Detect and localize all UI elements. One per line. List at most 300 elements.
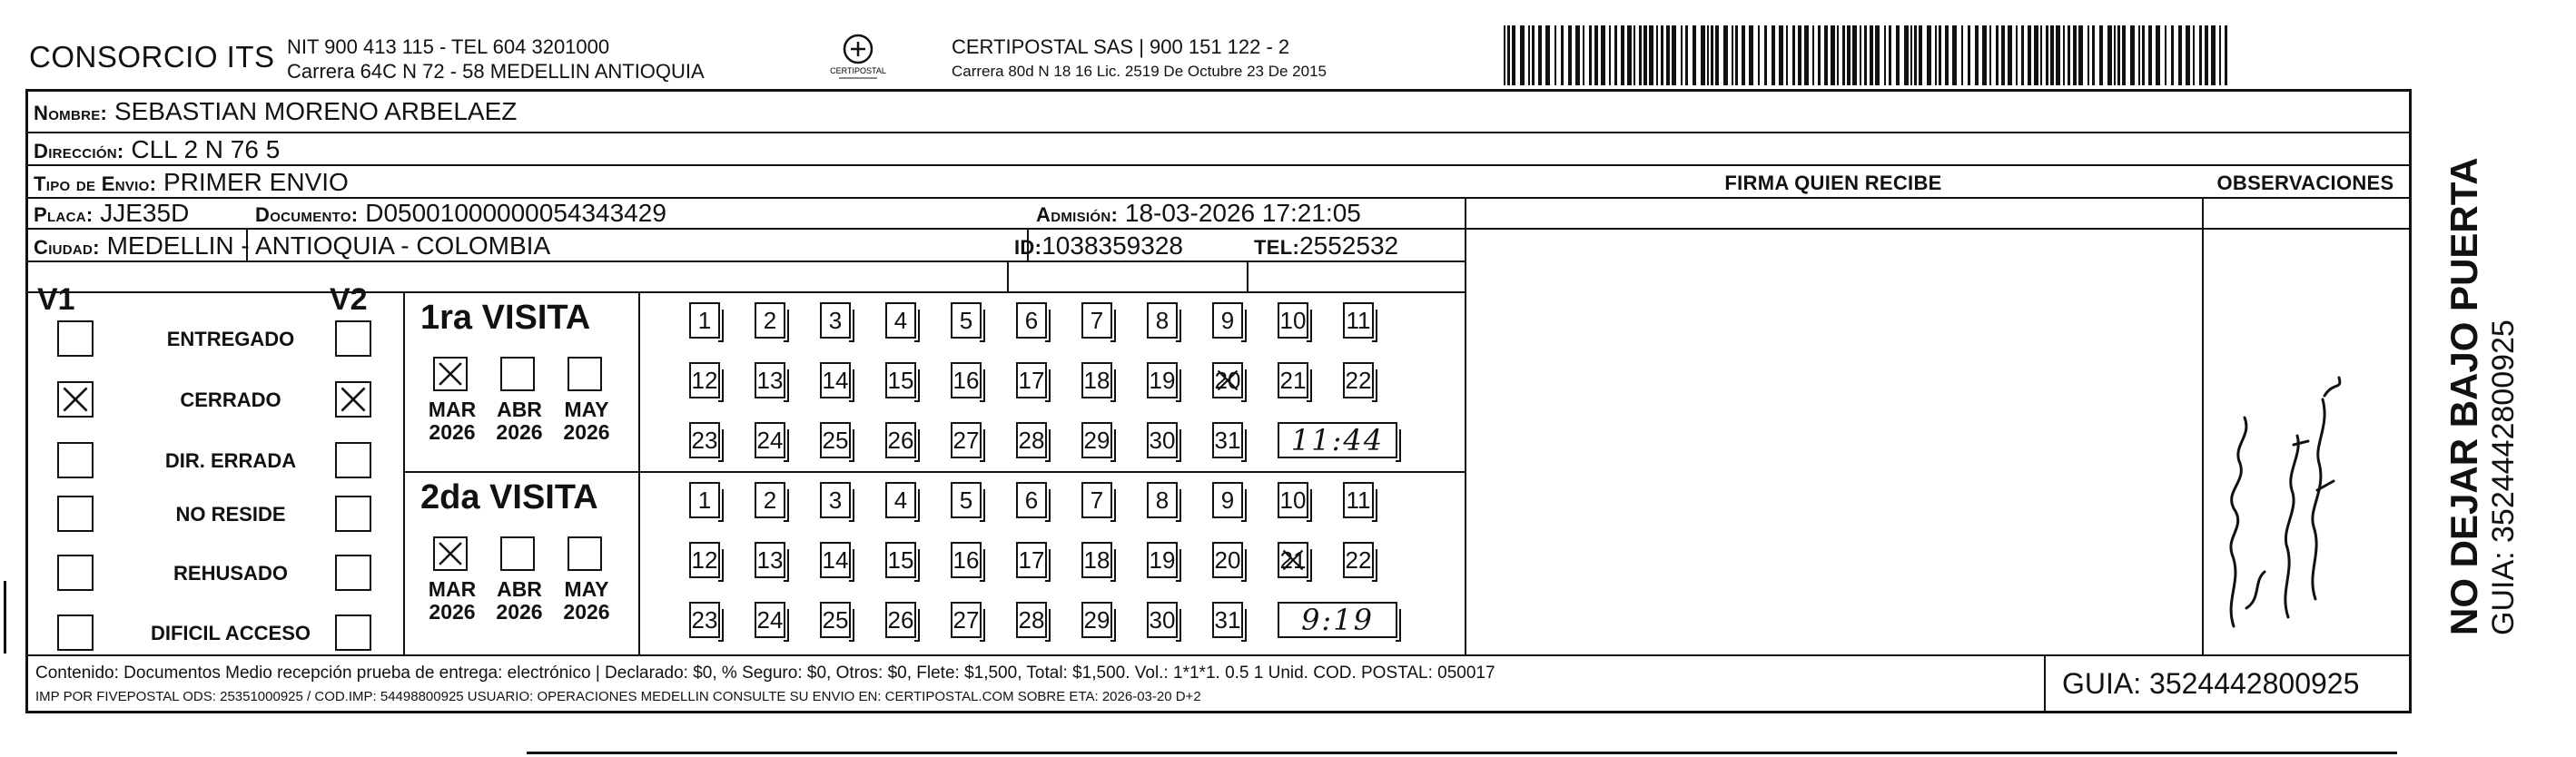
admision-value: 18-03-2026 17:21:05 bbox=[1124, 199, 1361, 227]
day-number: 25 bbox=[822, 606, 849, 634]
barcode-bar bbox=[2142, 25, 2145, 85]
delivery-form bbox=[25, 89, 2412, 713]
day-number: 17 bbox=[1018, 367, 1045, 394]
visit-title: 1ra VISITA bbox=[420, 299, 591, 337]
day-number: 20 bbox=[1214, 367, 1241, 394]
tipo-value: PRIMER ENVIO bbox=[163, 168, 349, 196]
day-number: 5 bbox=[959, 307, 973, 334]
id-field bbox=[1014, 231, 1183, 261]
barcode-bar bbox=[2171, 25, 2174, 85]
day-box[interactable] bbox=[1147, 362, 1178, 398]
day-box[interactable] bbox=[1212, 602, 1243, 638]
id-label: ID: bbox=[1014, 236, 1042, 259]
certipostal-logo-icon bbox=[830, 31, 886, 84]
day-box[interactable] bbox=[820, 602, 851, 638]
barcode-bar bbox=[2068, 25, 2070, 85]
courier-address: Carrera 80d N 18 16 Lic. 2519 De Octubre 23 De 2015 bbox=[952, 63, 1327, 80]
barcode-bar bbox=[1609, 25, 1611, 85]
day-box[interactable] bbox=[755, 482, 785, 518]
admision-field bbox=[1036, 199, 1361, 228]
barcode-bar bbox=[1672, 25, 1676, 85]
month-year: 2026 bbox=[563, 600, 610, 624]
nombre-value: SEBASTIAN MORENO ARBELAEZ bbox=[114, 97, 518, 125]
barcode-bar bbox=[1504, 25, 1505, 85]
barcode-bar bbox=[1532, 25, 1535, 85]
barcode-bar bbox=[1601, 25, 1605, 85]
day-box[interactable] bbox=[1147, 542, 1178, 578]
barcode-bar bbox=[2016, 25, 2018, 85]
v1-checkbox[interactable] bbox=[57, 555, 94, 591]
v2-checkbox[interactable] bbox=[335, 320, 371, 357]
barcode-bar bbox=[2156, 25, 2160, 85]
day-box[interactable] bbox=[820, 542, 851, 578]
day-box[interactable] bbox=[885, 302, 916, 339]
day-box[interactable] bbox=[1343, 482, 1374, 518]
v1-checkbox[interactable] bbox=[57, 442, 94, 478]
month-checkbox[interactable] bbox=[433, 357, 468, 391]
nombre-field bbox=[34, 97, 517, 126]
day-number: 21 bbox=[1279, 367, 1307, 394]
barcode-bar bbox=[1666, 25, 1670, 85]
day-number: 7 bbox=[1090, 307, 1104, 334]
day-box[interactable] bbox=[1212, 362, 1243, 398]
day-number: 15 bbox=[887, 546, 914, 574]
barcode-bar bbox=[2205, 25, 2208, 85]
day-number: 16 bbox=[952, 546, 980, 574]
month-checkbox[interactable] bbox=[568, 536, 602, 571]
day-number: 22 bbox=[1345, 367, 1372, 394]
day-box[interactable] bbox=[951, 302, 982, 339]
v1-checkbox[interactable] bbox=[57, 496, 94, 532]
day-number: 22 bbox=[1345, 546, 1372, 574]
barcode-bar bbox=[2130, 25, 2135, 85]
ciudad-label: Ciudad: bbox=[34, 236, 100, 259]
day-number: 15 bbox=[887, 367, 914, 394]
barcode-bar bbox=[1889, 25, 1891, 85]
barcode-bar bbox=[1758, 25, 1760, 85]
day-box[interactable] bbox=[1212, 482, 1243, 518]
day-number: 25 bbox=[822, 427, 849, 454]
day-number: 4 bbox=[893, 487, 908, 514]
day-box[interactable] bbox=[1081, 302, 1112, 339]
barcode-bar bbox=[1614, 25, 1617, 85]
day-number: 31 bbox=[1214, 427, 1241, 454]
barcode-bar bbox=[1792, 25, 1795, 85]
month-label bbox=[424, 398, 480, 444]
barcode-bar bbox=[1847, 25, 1851, 85]
day-box[interactable] bbox=[1147, 302, 1178, 339]
barcode-bar bbox=[2008, 25, 2012, 85]
contenido-line: Contenido: Documentos Medio recepción prueba de entrega: electrónico | Declarado: $0, % Seguro: $0, Otros: $0, Flete: $1,500, Total: $1,500. Vol.: 1*1*1. 0.5 1 Unid. COD. POSTAL: 050017 bbox=[35, 664, 1495, 683]
barcode bbox=[1504, 25, 2230, 85]
barcode-bar bbox=[1732, 25, 1733, 85]
barcode-bar bbox=[1975, 25, 1979, 85]
direccion-field bbox=[34, 135, 280, 164]
observation-handwriting bbox=[2206, 309, 2388, 654]
day-box[interactable] bbox=[1016, 422, 1047, 458]
barcode-bar bbox=[1837, 25, 1839, 85]
month-checkbox[interactable] bbox=[500, 357, 535, 391]
v1-checkbox[interactable] bbox=[57, 320, 94, 357]
v1-checkbox[interactable] bbox=[57, 381, 94, 418]
day-box[interactable] bbox=[1081, 542, 1112, 578]
tel-value: 2552532 bbox=[1299, 231, 1399, 260]
status-label: NO RESIDE bbox=[175, 503, 286, 526]
day-box[interactable] bbox=[1343, 302, 1374, 339]
month-name: MAY bbox=[564, 398, 609, 421]
day-box[interactable] bbox=[1212, 422, 1243, 458]
day-box[interactable] bbox=[689, 302, 720, 339]
status-label: DIR. ERRADA bbox=[164, 449, 297, 472]
barcode-bar bbox=[1786, 25, 1788, 85]
barcode-bar bbox=[1520, 25, 1525, 85]
barcode-bar bbox=[2107, 25, 2112, 85]
barcode-bar bbox=[1860, 25, 1861, 85]
day-number: 13 bbox=[756, 546, 784, 574]
day-box[interactable] bbox=[1016, 542, 1047, 578]
status-label: REHUSADO bbox=[173, 562, 288, 585]
day-box[interactable] bbox=[1147, 482, 1178, 518]
month-name: ABR bbox=[497, 398, 542, 421]
barcode-bar bbox=[1693, 25, 1696, 85]
barcode-bar bbox=[1661, 25, 1663, 85]
day-number: 13 bbox=[756, 367, 784, 394]
barcode-bar bbox=[1561, 25, 1564, 85]
day-number: 30 bbox=[1149, 606, 1176, 634]
v1-checkbox[interactable] bbox=[57, 614, 94, 651]
day-number: 9 bbox=[1220, 307, 1235, 334]
barcode-bar bbox=[1818, 25, 1821, 85]
barcode-bar bbox=[2225, 25, 2227, 85]
barcode-bar bbox=[1639, 25, 1642, 85]
day-box[interactable] bbox=[1278, 362, 1308, 398]
day-box[interactable] bbox=[885, 482, 916, 518]
barcode-bar bbox=[1864, 25, 1867, 85]
day-number: 14 bbox=[822, 367, 849, 394]
company-address: Carrera 64C N 72 - 58 MEDELLIN ANTIOQUIA bbox=[287, 60, 705, 83]
day-box[interactable] bbox=[951, 602, 982, 638]
day-number: 20 bbox=[1214, 546, 1241, 574]
day-number: 1 bbox=[697, 487, 712, 514]
barcode-bar bbox=[1804, 25, 1809, 85]
status-label: DIFICIL ACCESO bbox=[150, 622, 311, 644]
ciudad-field bbox=[34, 231, 550, 261]
barcode-bar bbox=[1779, 25, 1783, 85]
barcode-bar bbox=[2063, 25, 2065, 85]
day-number: 12 bbox=[691, 546, 718, 574]
visit-time: 11:44 bbox=[1278, 422, 1397, 458]
tel-label: TEL: bbox=[1254, 236, 1300, 259]
barcode-bar bbox=[1528, 25, 1530, 85]
barcode-bar bbox=[1735, 25, 1738, 85]
day-number: 24 bbox=[756, 427, 784, 454]
barcode-bar bbox=[1545, 25, 1550, 85]
ciudad-value: MEDELLIN - ANTIOQUIA - COLOMBIA bbox=[106, 231, 551, 260]
barcode-bar bbox=[2148, 25, 2152, 85]
day-number: 27 bbox=[952, 427, 980, 454]
barcode-bar bbox=[1583, 25, 1584, 85]
barcode-bar bbox=[1798, 25, 1801, 85]
day-number: 7 bbox=[1090, 487, 1104, 514]
barcode-bar bbox=[2165, 25, 2166, 85]
day-box[interactable] bbox=[689, 422, 720, 458]
placa-value: JJE35D bbox=[100, 199, 190, 227]
courier-info bbox=[952, 34, 1327, 84]
day-box[interactable] bbox=[951, 542, 982, 578]
barcode-bar bbox=[1914, 25, 1917, 85]
day-box[interactable] bbox=[885, 602, 916, 638]
day-number: 4 bbox=[893, 307, 908, 334]
day-box[interactable] bbox=[885, 362, 916, 398]
day-box[interactable] bbox=[820, 302, 851, 339]
logo-text: CERTIPOSTAL bbox=[830, 66, 886, 75]
barcode-bar bbox=[1554, 25, 1556, 85]
day-number: 28 bbox=[1018, 427, 1045, 454]
guia-footer: GUIA: 3524442800925 bbox=[2062, 667, 2360, 700]
documento-label: Documento: bbox=[255, 203, 359, 226]
barcode-bar bbox=[1939, 25, 1941, 85]
barcode-bar bbox=[1512, 25, 1515, 85]
tipo-label: Tipo de Envio: bbox=[34, 172, 157, 195]
month-label bbox=[558, 398, 615, 444]
day-box[interactable] bbox=[820, 422, 851, 458]
barcode-bar bbox=[1715, 25, 1719, 85]
barcode-bar bbox=[1568, 25, 1572, 85]
day-number: 29 bbox=[1083, 606, 1110, 634]
barcode-bar bbox=[2138, 25, 2140, 85]
day-box[interactable] bbox=[1016, 482, 1047, 518]
placa-label: Placa: bbox=[34, 203, 94, 226]
barcode-bar bbox=[1870, 25, 1873, 85]
month-label bbox=[491, 578, 548, 624]
day-number: 2 bbox=[763, 307, 777, 334]
barcode-bar bbox=[2092, 25, 2095, 85]
admision-label: Admisión: bbox=[1036, 203, 1119, 226]
day-number: 23 bbox=[691, 427, 718, 454]
barcode-bar bbox=[1824, 25, 1828, 85]
day-box[interactable] bbox=[689, 482, 720, 518]
visit-title: 2da VISITA bbox=[420, 478, 598, 516]
day-box[interactable] bbox=[1016, 362, 1047, 398]
v2-checkbox[interactable] bbox=[335, 381, 371, 418]
day-box[interactable] bbox=[755, 302, 785, 339]
day-box[interactable] bbox=[755, 542, 785, 578]
side-guia: GUIA: 3524442800925 bbox=[2486, 320, 2521, 635]
day-box[interactable] bbox=[1016, 602, 1047, 638]
day-number: 19 bbox=[1149, 367, 1176, 394]
courier-name: CERTIPOSTAL SAS | 900 151 122 - 2 bbox=[952, 35, 1290, 58]
day-box[interactable] bbox=[1343, 362, 1374, 398]
month-year: 2026 bbox=[496, 420, 543, 444]
day-box[interactable] bbox=[1147, 422, 1178, 458]
barcode-bar bbox=[1711, 25, 1713, 85]
barcode-bar bbox=[1749, 25, 1753, 85]
barcode-bar bbox=[1952, 25, 1957, 85]
day-box[interactable] bbox=[1278, 482, 1308, 518]
barcode-bar bbox=[1842, 25, 1845, 85]
barcode-bar bbox=[1945, 25, 1949, 85]
firma-header: FIRMA QUIEN RECIBE bbox=[1724, 172, 1942, 194]
imp-line: IMP POR FIVEPOSTAL ODS: 25351000925 / COD.IMP: 54498800925 USUARIO: OPERACIONES MEDELLIN CONSULTE SU ENVIO EN: CERTIPOSTAL.COM SOBRE ETA: 2026-03-20 D+2 bbox=[35, 689, 1201, 704]
barcode-bar bbox=[2001, 25, 2005, 85]
barcode-bar bbox=[1935, 25, 1937, 85]
barcode-bar bbox=[1701, 25, 1705, 85]
day-number: 16 bbox=[952, 367, 980, 394]
barcode-bar bbox=[1627, 25, 1632, 85]
barcode-bar bbox=[1875, 25, 1880, 85]
id-value: 1038359328 bbox=[1041, 231, 1183, 260]
status-label: ENTREGADO bbox=[166, 328, 295, 350]
day-number: 8 bbox=[1155, 487, 1170, 514]
day-number: 3 bbox=[828, 307, 843, 334]
barcode-bar bbox=[1649, 25, 1653, 85]
day-box[interactable] bbox=[1016, 302, 1047, 339]
month-name: ABR bbox=[497, 577, 542, 601]
day-box[interactable] bbox=[689, 542, 720, 578]
month-name: MAR bbox=[428, 577, 477, 601]
barcode-bar bbox=[2021, 25, 2024, 85]
month-name: MAR bbox=[428, 398, 477, 421]
day-box[interactable] bbox=[951, 362, 982, 398]
day-number: 11 bbox=[1346, 487, 1371, 514]
v2-checkbox[interactable] bbox=[335, 555, 371, 591]
barcode-bar bbox=[2087, 25, 2089, 85]
side-label bbox=[2443, 157, 2522, 635]
barcode-bar bbox=[2117, 25, 2120, 85]
day-box[interactable] bbox=[1147, 602, 1178, 638]
barcode-bar bbox=[2040, 25, 2042, 85]
barcode-bar bbox=[2219, 25, 2221, 85]
day-number: 31 bbox=[1214, 606, 1241, 634]
barcode-bar bbox=[1910, 25, 1912, 85]
day-number: 14 bbox=[822, 546, 849, 574]
day-number: 5 bbox=[959, 487, 973, 514]
day-number: 26 bbox=[887, 427, 914, 454]
barcode-bar bbox=[2050, 25, 2054, 85]
month-checkbox[interactable] bbox=[433, 536, 468, 571]
documento-value: D05001000000054343429 bbox=[365, 199, 666, 227]
month-year: 2026 bbox=[496, 600, 543, 624]
direccion-label: Dirección: bbox=[34, 140, 124, 162]
barcode-bar bbox=[1764, 25, 1767, 85]
day-number: 24 bbox=[756, 606, 784, 634]
barcode-bar bbox=[1707, 25, 1709, 85]
day-number: 10 bbox=[1279, 307, 1307, 334]
v2-checkbox[interactable] bbox=[335, 496, 371, 532]
barcode-bar bbox=[2046, 25, 2048, 85]
barcode-bar bbox=[2178, 25, 2182, 85]
day-box[interactable] bbox=[885, 542, 916, 578]
barcode-bar bbox=[1507, 25, 1510, 85]
day-box[interactable] bbox=[951, 482, 982, 518]
barcode-bar bbox=[2078, 25, 2083, 85]
barcode-bar bbox=[2099, 25, 2103, 85]
month-name: MAY bbox=[564, 577, 609, 601]
tipo-field bbox=[34, 168, 349, 197]
day-number: 3 bbox=[828, 487, 843, 514]
barcode-bar bbox=[1982, 25, 1987, 85]
month-year: 2026 bbox=[563, 420, 610, 444]
day-box[interactable] bbox=[1278, 542, 1308, 578]
day-number: 23 bbox=[691, 606, 718, 634]
barcode-bar bbox=[2122, 25, 2126, 85]
barcode-bar bbox=[1742, 25, 1745, 85]
visit-time: 9:19 bbox=[1278, 602, 1397, 638]
barcode-bar bbox=[1919, 25, 1922, 85]
day-box[interactable] bbox=[1278, 302, 1308, 339]
day-number: 18 bbox=[1083, 367, 1110, 394]
barcode-bar bbox=[1621, 25, 1624, 85]
day-box[interactable] bbox=[1212, 302, 1243, 339]
barcode-bar bbox=[1633, 25, 1635, 85]
day-box[interactable] bbox=[689, 362, 720, 398]
barcode-bar bbox=[1831, 25, 1835, 85]
day-box[interactable] bbox=[755, 422, 785, 458]
barcode-bar bbox=[1927, 25, 1931, 85]
v2-checkbox[interactable] bbox=[335, 442, 371, 478]
day-box[interactable] bbox=[1081, 362, 1112, 398]
barcode-bar bbox=[2073, 25, 2077, 85]
company-name: CONSORCIO ITS bbox=[29, 40, 275, 74]
day-number: 28 bbox=[1018, 606, 1045, 634]
barcode-bar bbox=[1681, 25, 1683, 85]
barcode-bar bbox=[1996, 25, 1999, 85]
day-number: 12 bbox=[691, 367, 718, 394]
day-number: 9 bbox=[1220, 487, 1235, 514]
day-number: 6 bbox=[1024, 307, 1039, 334]
day-box[interactable] bbox=[951, 422, 982, 458]
day-box[interactable] bbox=[820, 362, 851, 398]
barcode-bar bbox=[2028, 25, 2031, 85]
day-box[interactable] bbox=[1081, 482, 1112, 518]
day-number: 26 bbox=[887, 606, 914, 634]
day-number: 11 bbox=[1346, 307, 1371, 334]
day-number: 30 bbox=[1149, 427, 1176, 454]
barcode-bar bbox=[1772, 25, 1775, 85]
barcode-bar bbox=[1961, 25, 1963, 85]
barcode-bar bbox=[1538, 25, 1542, 85]
v2-checkbox[interactable] bbox=[335, 614, 371, 651]
day-number: 27 bbox=[952, 606, 980, 634]
status-label: CERRADO bbox=[180, 388, 281, 411]
barcode-bar bbox=[2211, 25, 2216, 85]
day-box[interactable] bbox=[755, 362, 785, 398]
barcode-bar bbox=[2186, 25, 2190, 85]
month-checkbox[interactable] bbox=[568, 357, 602, 391]
day-box[interactable] bbox=[1081, 602, 1112, 638]
day-box[interactable] bbox=[820, 482, 851, 518]
day-box[interactable] bbox=[1081, 422, 1112, 458]
day-box[interactable] bbox=[689, 602, 720, 638]
day-number: 8 bbox=[1155, 307, 1170, 334]
month-label bbox=[558, 578, 615, 624]
day-number: 6 bbox=[1024, 487, 1039, 514]
day-number: 17 bbox=[1018, 546, 1045, 574]
day-box[interactable] bbox=[885, 422, 916, 458]
company-nit: NIT 900 413 115 - TEL 604 3201000 bbox=[287, 35, 610, 58]
day-box[interactable] bbox=[1343, 542, 1374, 578]
day-number: 29 bbox=[1083, 427, 1110, 454]
month-checkbox[interactable] bbox=[500, 536, 535, 571]
day-box[interactable] bbox=[1212, 542, 1243, 578]
nombre-label: Nombre: bbox=[34, 102, 108, 124]
barcode-bar bbox=[2034, 25, 2038, 85]
day-number: 10 bbox=[1279, 487, 1307, 514]
day-number: 19 bbox=[1149, 546, 1176, 574]
barcode-bar bbox=[2114, 25, 2116, 85]
barcode-bar bbox=[1968, 25, 1970, 85]
day-box[interactable] bbox=[755, 602, 785, 638]
